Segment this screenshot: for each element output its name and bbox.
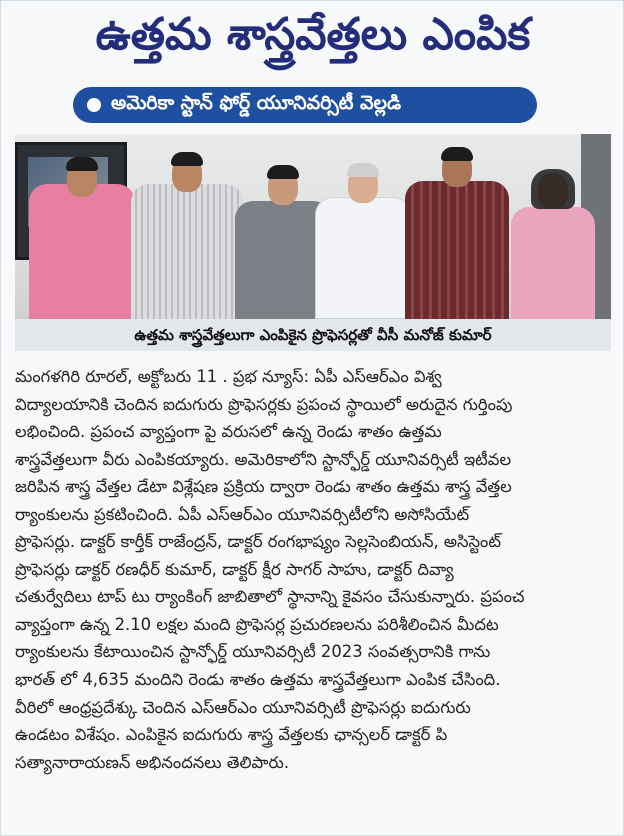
article-line: భారత్ లో 4,635 మందిని రెండు శాతం ఉత్తమ శాస్త్రవేత్తలుగా ఎంపిక చేసింది. — [15, 670, 501, 690]
article-line: విద్యాలయానికి చెందిన ఐదుగురు ప్రొఫెసర్లకు ప్రపంచ స్థాయిలో అరుదైన గుర్తింపు — [15, 394, 513, 414]
subheadline-banner — [73, 87, 537, 123]
article-line: వీరిలో ఆంధ్రప్రదేశ్కు చెందిన ఎస్ఆర్ఎం యూనివర్సిటీ ప్రొఫెసర్లు ఐదుగురు — [15, 697, 471, 717]
person-6 — [511, 169, 595, 319]
article-line: చతుర్వేదిలు టాప్ టు ర్యాంకింగ్ జాబితాలో స్థానాన్ని కైవసం చేసుకున్నారు. ప్రపంచ — [15, 587, 525, 607]
article-line: ర్యాంకులను ప్రకటించింది. ఏపీ ఎస్ఆర్ఎం యూనివర్సిటీలోని అసోసియేట్ — [15, 504, 470, 524]
person-5 — [405, 151, 509, 319]
subheadline: అమెరికా స్టాన్ ఫోర్డ్ యూనివర్సిటీ వెల్లడి — [111, 91, 402, 114]
headline: ఉత్తమ శాస్త్రవేత్తలు ఎంపిక — [95, 9, 531, 60]
person-1 — [29, 159, 135, 319]
article-line: వ్యాప్తంగా ఉన్న 2.10 లక్షల మంది ప్రొఫెసర్ల ప్రచురణలను పరిశీలించిన మీదట — [15, 614, 499, 634]
person-2 — [131, 154, 243, 319]
article-line: జరిపిన శాస్త్ర వేత్తల డేటా విశ్లేషణ ప్రక్రియ ద్వారా రెండు శాతం ఉత్తమ శాస్త్ర వేత్తల — [15, 477, 512, 497]
article-line: మంగళగిరి రూరల్, అక్టోబరు 11 . ప్రభ న్యూస్: ఏపీ ఎస్ఆర్ఎం విశ్వ — [15, 367, 442, 386]
bullet-icon — [87, 98, 101, 112]
photo-caption: ఉత్తమ శాస్త్రవేత్తలుగా ఎంపికైన ప్రొఫెసర్లతో వీసీ మనోజ్ కుమార్ — [15, 319, 611, 351]
article-line: లభించింది. ప్రపంచ వ్యాప్తంగా పై వరుసలో ఉన్న రెండు శాతం ఉత్తమ — [15, 422, 442, 442]
article-line: ర్యాంకులను కేటాయించిన స్టాన్ఫోర్డ్ యూనివర్సిటీ 2023 సంవత్సరానికి గాను — [15, 642, 491, 662]
group-photo — [15, 134, 611, 319]
article-line: శాస్త్రవేత్తలుగా వీరు ఎంపికయ్యారు. అమెరికాలోని స్టాన్ఫోర్డ్ యూనివర్సిటీ ఇటీవల — [15, 449, 512, 469]
article-line: ప్రొఫెసర్లు డాక్టర్ రణధీర్ కుమార్, డాక్టర్ క్షీర సాగర్ సాహు, డాక్టర్ దివ్యా — [15, 559, 454, 579]
article-line: ఉండటం విశేషం. ఎంపికైన ఐదుగురు శాస్త్ర వేత్తలకు ఛాన్సలర్ డాక్టర్ పి — [15, 725, 448, 745]
article-line: ప్రొఫెసర్లు. డాక్టర్ కార్తీక్ రాజేంద్రన్, డాక్టర్ రంగభాష్యం సెల్లసెంబియన్, అసిస్టెంట్ — [15, 532, 501, 552]
person-4 — [315, 167, 411, 319]
article-body — [15, 363, 613, 776]
article-line: సత్యానారాయణన్ అభినందనలు తెలిపారు. — [15, 752, 290, 772]
